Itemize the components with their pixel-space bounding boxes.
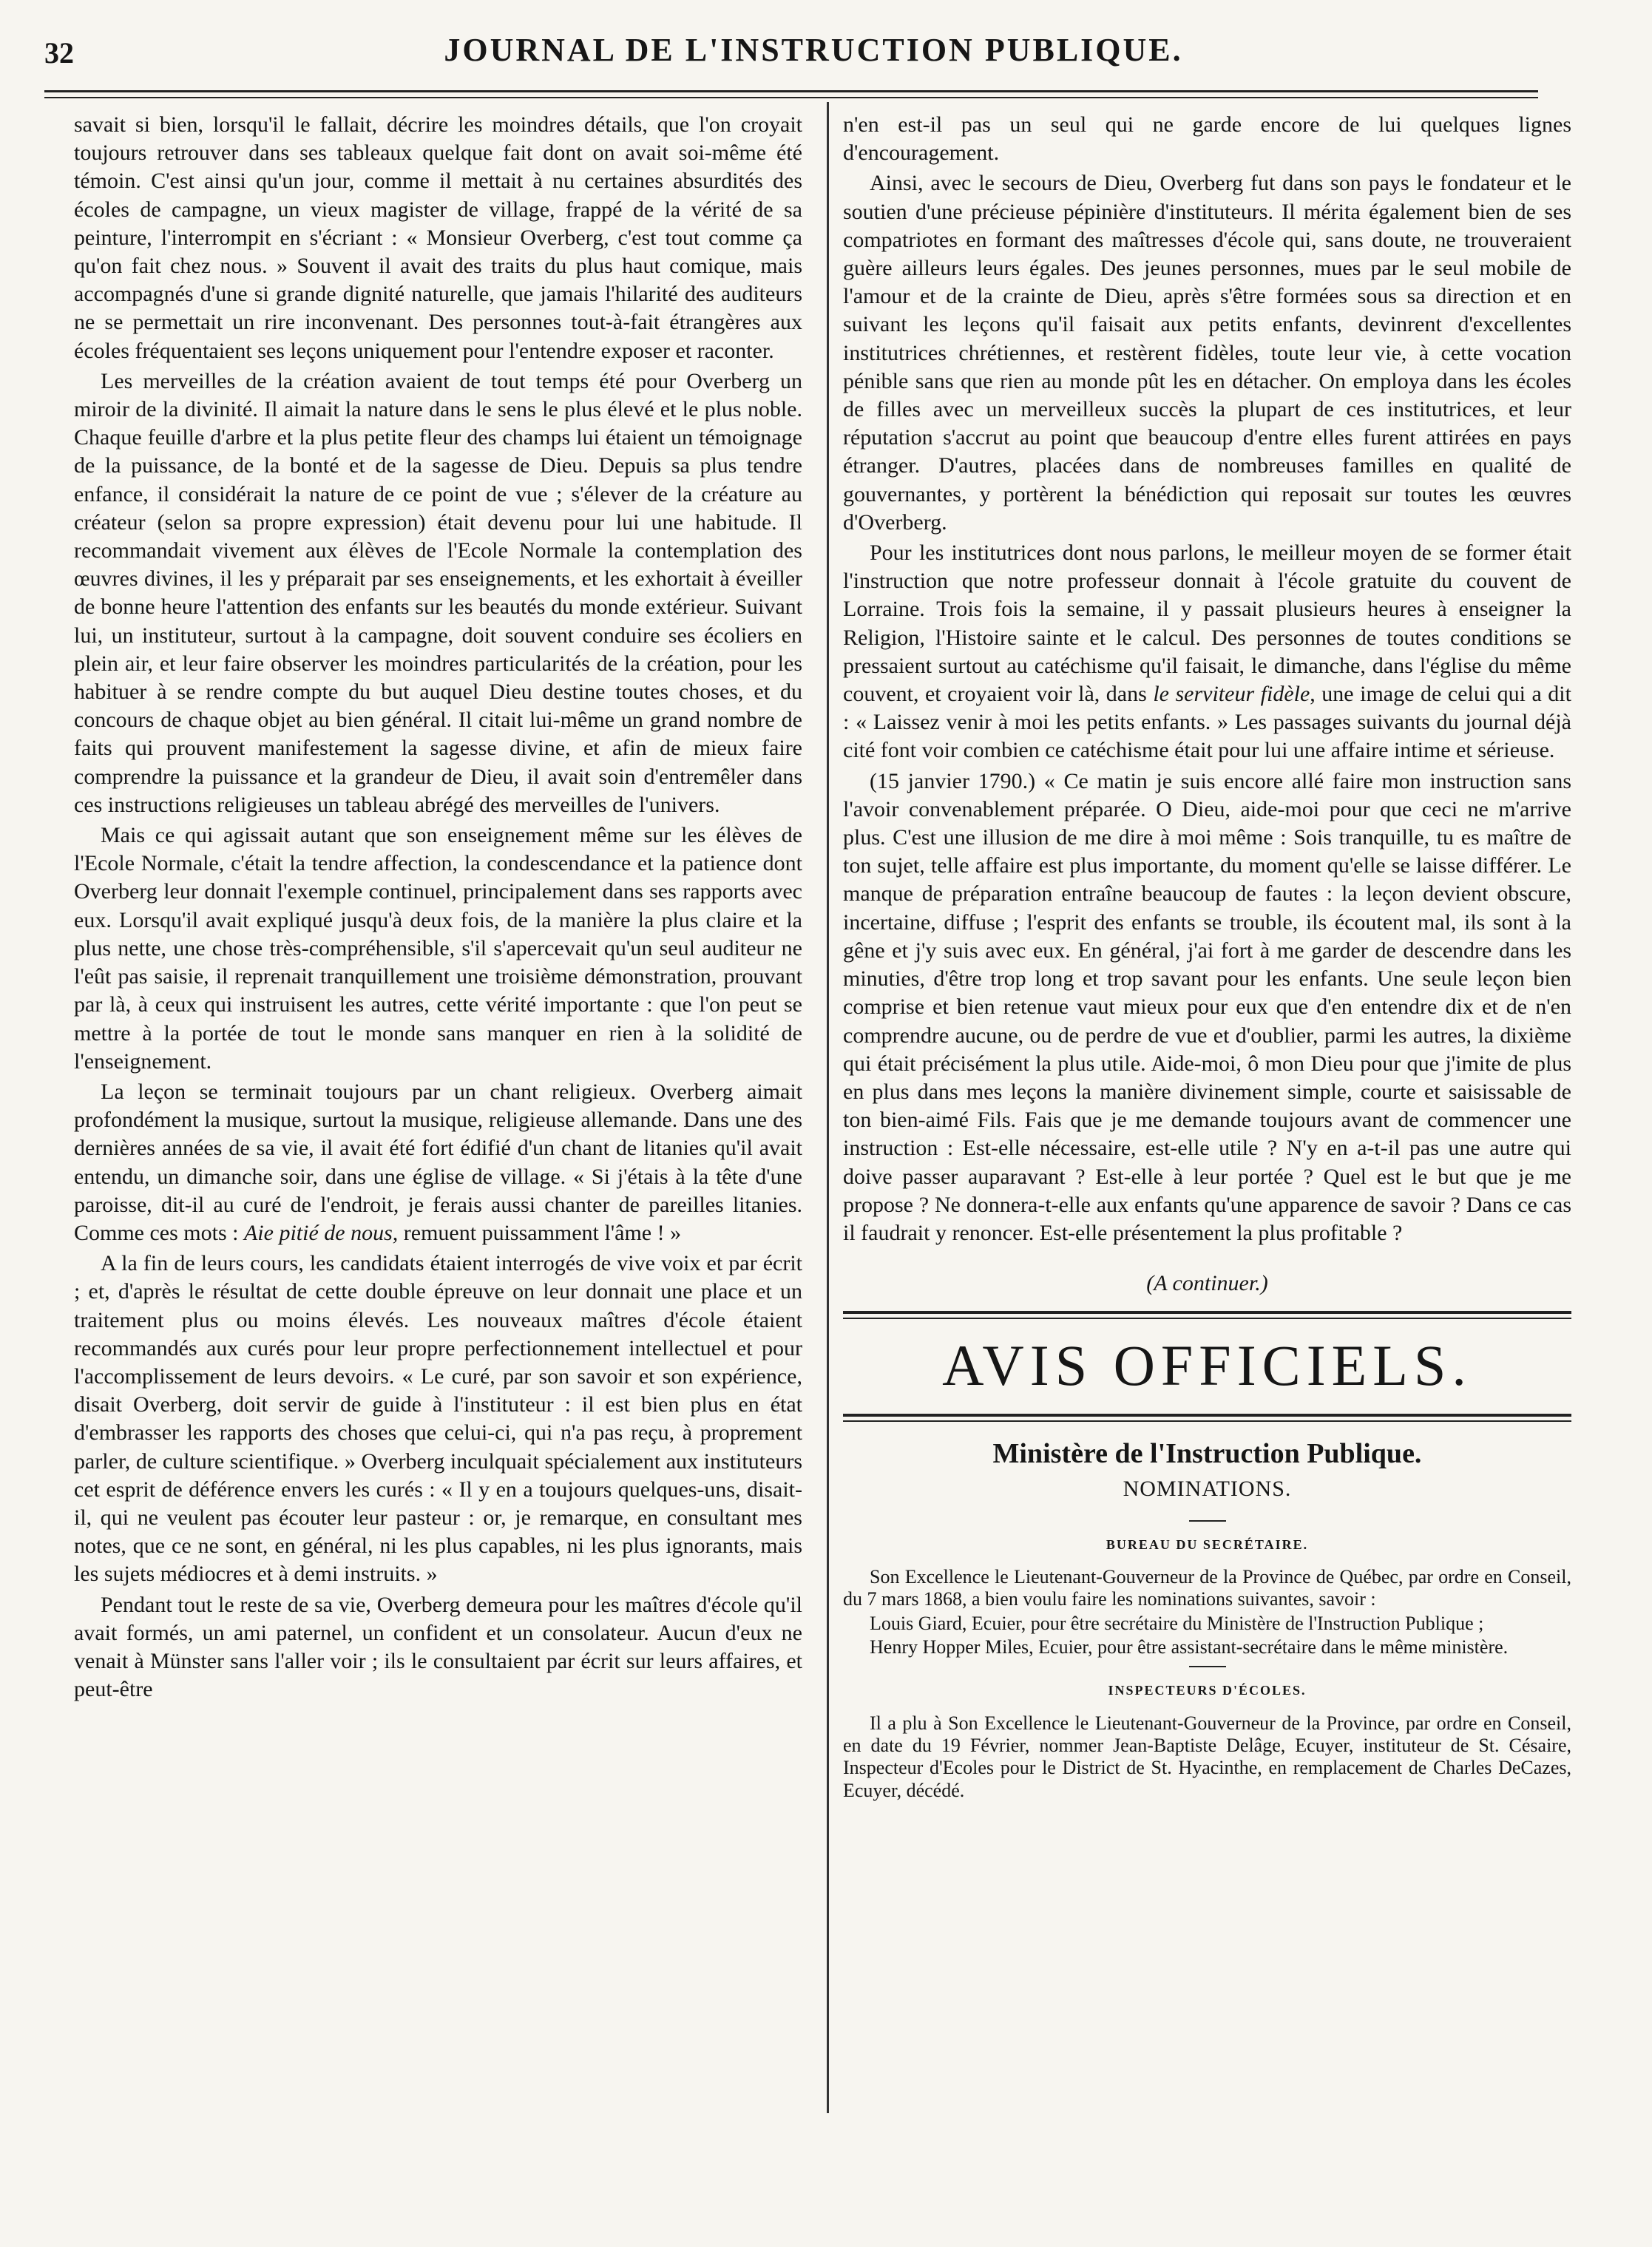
section-title: AVIS OFFICIELS. [942,1333,1472,1398]
subsection-heading: INSPECTEURS D'ÉCOLES. [1108,1683,1307,1698]
nominations-heading: NOMINATIONS. [1123,1477,1292,1502]
paragraph-text: La leçon se terminait toujours par un chant religieux. Overberg aimait profondément la musique, surtout la musique, religieuse allemande. Dans une des dernières années de sa vie, il avait été fort édifié d'un chant de litanies qu'il avait entendu, un dimanche soir, dans une église de village. « Si j'étais à la tête d'une paroisse, dit-il au curé de l'endroit, je ferais aussi chanter de pareilles litanies. Comme ces mots : [74,1079,802,1245]
paragraph: savait si bien, lorsqu'il le fallait, décrire les moindres détails, que l'on croyait toujours retrouver dans ses tableaux quelque fait dont on avait soi-même été témoin. C'est ainsi qu'un jour, comme il mettait à nu certaines absurdités des écoles de campagne, un vieux magister de village, frappé de la vérité de sa peinture, l'interrompit en s'écriant : « Monsieur Overberg, c'est tout comme ça qu'on fait chez nous. » Souvent il avait des traits du plus haut comique, mais accompagnés d'une si grande dignité naturelle, que jamais l'hilarité des auditeurs ne se permettait un rire inconvenant. Des personnes tout-à-fait étrangères aux écoles fréquentaient ses leçons uniquement pour l'entendre exposer et raconter. [74,112,802,363]
short-rule [1189,1520,1226,1522]
notice-paragraph: Il a plu à Son Excellence le Lieutenant-Gouverneur de la Province, par ordre en Conseil, en date du 19 Février, nommer Jean-Baptiste Delâge, Ecuyer, instituteur de St. Césaire, Inspecteur d'Ecoles pour le District de St. Hyacinthe, en remplacement de Charles DeCazes, Ecuyer, décédé. [843,1712,1571,1801]
notice-paragraph: Henry Hopper Miles, Ecuier, pour être assistant-secrétaire dans le même ministère. [870,1636,1509,1658]
paragraph-text: remuent puissamment l'âme ! » [398,1220,682,1245]
paragraph-text: , une image de celui qui a dit : « Laissez venir à moi les petits enfants. » Les passages suivants du journal déjà cité font voir combien ce catéchisme était pour lui une affaire intime et sérieuse. [843,682,1571,763]
continuation-note: (A continuer.) [1146,1271,1268,1296]
paragraph: n'en est-il pas un seul qui ne garde encore de lui quelques lignes d'encouragement. [843,112,1571,166]
header-rule [44,90,1538,98]
paragraph: A la fin de leurs cours, les candidats étaient interrogés de vive voix et par écrit ; et, d'après le résultat de cette double épreuve on leur donnait une place et un traitement plus ou moins élevés. Les nouveaux maîtres d'école étaient recommandés aux curés pour leur propre perfectionnement intellectuel et pour l'accomplissement de leurs devoirs. « Le curé, par son savoir et son expérience, disait Overberg, doit servir de guide à l'instituteur : il est bien plus en état d'embrasser les rapports des choses que celui-ci, qui n'a pas reçu, à proprement parler, de culture scientifique. » Overberg inculquait spécialement aux instituteurs cet esprit de déférence envers les curés : « Il y en a toujours quelques-uns, disait-il, qui ne veulent pas écouter leur pasteur : or, je remarque, en consultant mes notes, que ce ne sont, en général, ni les plus capables, ni les plus ignorants, mais les sujets médiocres et à demi instruits. » [74,1251,802,1587]
paragraph [843,539,1571,765]
paragraph: Mais ce qui agissait autant que son enseignement même sur les élèves de l'Ecole Normale, c'était la tendre affection, la condescendance et la patience dont Overberg leur donnait l'exemple continuel, principalement dans ses rapports avec eux. Lorsqu'il avait expliqué jusqu'à deux fois, de la manière la plus claire et la plus nette, une chose très-compréhensible, s'il s'apercevait qu'un seul auditeur ne l'eût pas saisie, il reprenait tranquillement une troisième démonstration, prouvant par là, à ceux qui instruisent les autres, cette vérité importante : que l'on peut se mettre à la portée de tout le monde sans manquer en rien à la solidité de l'enseignement. [74,823,802,1074]
italic-phrase: Aie pitié de nous, [243,1220,399,1245]
paragraph-text: Pour les institutrices dont nous parlons, le meilleur moyen de se former était l'instruction que notre professeur donnait à l'école gratuite du couvent de Lorraine. Trois fois la semaine, il y passait plusieurs heures à enseigner la Religion, l'Histoire sainte et le calcul. Des personnes de toutes conditions se pressaient surtout au catéchisme qu'il faisait, le dimanche, dans l'église du même couvent, et croyaient voir là, dans [843,540,1571,707]
column-divider [827,102,829,2113]
right-column [843,111,1571,1803]
left-column [74,111,802,1706]
notice-block [843,1712,1571,1803]
ministry-heading: Ministère de l'Instruction Publique. [992,1438,1422,1470]
notice-paragraph: Son Excellence le Lieutenant-Gouverneur de la Province de Québec, par ordre en Conseil, du 7 mars 1868, a bien voulu faire les nominations suivantes, savoir : [843,1565,1571,1610]
page-number: 32 [44,36,74,70]
paragraph: (15 janvier 1790.) « Ce matin je suis encore allé faire mon instruction sans l'avoir convenablement préparée. O Dieu, aide-moi pour que ceci ne m'arrive plus. C'est une illusion de me dire à moi même : Sois tranquille, tu es maître de ton sujet, telle affaire est plus importante, du moment qu'elle se laisse différer. Le manque de préparation entraîne beaucoup de fautes : la leçon devient obscure, incertaine, diffuse ; l'esprit des enfants se trouble, ils écoutent mal, ils sont à la gêne et j'y suis avec eux. En général, j'ai fort à me garder de descendre dans les minuties, d'être trop long et trop savant pour les enfants. Une seule leçon bien comprise et bien retenue vaut mieux pour eux que d'en entendre dix et de n'en comprendre aucune, ou de perdre de vue et d'oublier, parmi les autres, la dixième qui était précisément la plus utile. Aide-moi, ô mon Dieu pour que j'imite de plus en plus dans mes leçons la manière divinement simple, courte et saisissable de ton bien-aimé Fils. Fais que je me demande toujours avant de commencer une instruction : Est-elle nécessaire, est-elle utile ? N'y en a-t-il pas une autre qui doive passer auparavant ? Est-elle à leur portée ? Quel est le but que je me propose ? Ne donnera-t-elle aux enfants qu'une apparence de savoir ? Dans ce cas il faudrait y renoncer. Est-elle présentement la plus profitable ? [843,768,1571,1245]
section-rule [843,1414,1571,1422]
subsection-heading: BUREAU DU SECRÉTAIRE. [1106,1536,1309,1552]
section-rule [843,1311,1571,1319]
italic-phrase: le serviteur fidèle [1153,682,1310,707]
paragraph [74,1078,802,1247]
paragraph: Ainsi, avec le secours de Dieu, Overberg fut dans son pays le fondateur et le soutien d'une précieuse pépinière d'instituteurs. Il mérita également bien de ses compatriotes en formant des maîtresses d'école qui, sans doute, ne trouveraient guère ailleurs leurs égales. Des jeunes personnes, mues par le seul mobile de l'amour et de la crainte de Dieu, après s'être formées sous sa direction et en suivant les leçons qu'il faisait aux petits enfants, devinrent d'excellentes institutrices chrétiennes, et restèrent fidèles, toute leur vie, à cette vocation pénible sans que rien au monde pût les en détacher. On employa dans les écoles de filles avec un merveilleux succès la plupart de ces institutrices, et leur réputation s'accrut au point que beaucoup d'entre elles furent attirées en pays étranger. D'autres, placées dans de nombreuses familles en qualité de gouvernantes, y portèrent la bénédiction qui reposait sur toutes les œuvres d'Overberg. [843,171,1571,535]
notice-block [843,1566,1571,1659]
page-header [44,22,1582,89]
paragraph: Pendant tout le reste de sa vie, Overberg demeura pour les maîtres d'école qu'il avait formés, un ami paternel, un confident et un consolateur. Aucun d'eux ne venait à Münster sans l'aller voir ; ils le consultaient par écrit sur leurs affaires, et peut-être [74,1592,802,1702]
short-rule [1189,1666,1226,1667]
notice-paragraph: Louis Giard, Ecuier, pour être secrétaire du Ministère de l'Instruction Publique ; [870,1612,1484,1634]
running-title: JOURNAL DE L'INSTRUCTION PUBLIQUE. [444,32,1183,68]
paragraph: Les merveilles de la création avaient de tout temps été pour Overberg un miroir de la divinité. Il aimait la nature dans le sens le plus élevé et le plus noble. Chaque feuille d'arbre et la plus petite fleur des champs lui étaient un témoignage de la puissance, de la bonté et de la sagesse de Dieu. Depuis sa plus tendre enfance, il considérait la nature de ce point de vue ; s'élever de la créature au créateur (selon sa propre expression) était devenu pour lui une habitude. Il recommandait vivement aux élèves de l'Ecole Normale la contemplation des œuvres divines, il les y préparait par ses enseignements, et les exhortait à éveiller de bonne heure l'attention des enfants sur les beautés du monde extérieur. Suivant lui, un instituteur, surtout à la campagne, doit souvent conduire ses écoliers en plein air, et leur faire observer les moindres particularités de la création, pour les habituer à se rendre compte du but auquel Dieu destine toutes choses, et du concours de chaque objet au bien général. Il citait lui-même un grand nombre de faits qui prouvent manifestement la sagesse divine, et afin de mieux faire comprendre la puissance et la grandeur de Dieu, il avait soin d'entremêler dans ces instructions religieuses un tableau abrégé des merveilles de l'univers. [74,368,802,817]
